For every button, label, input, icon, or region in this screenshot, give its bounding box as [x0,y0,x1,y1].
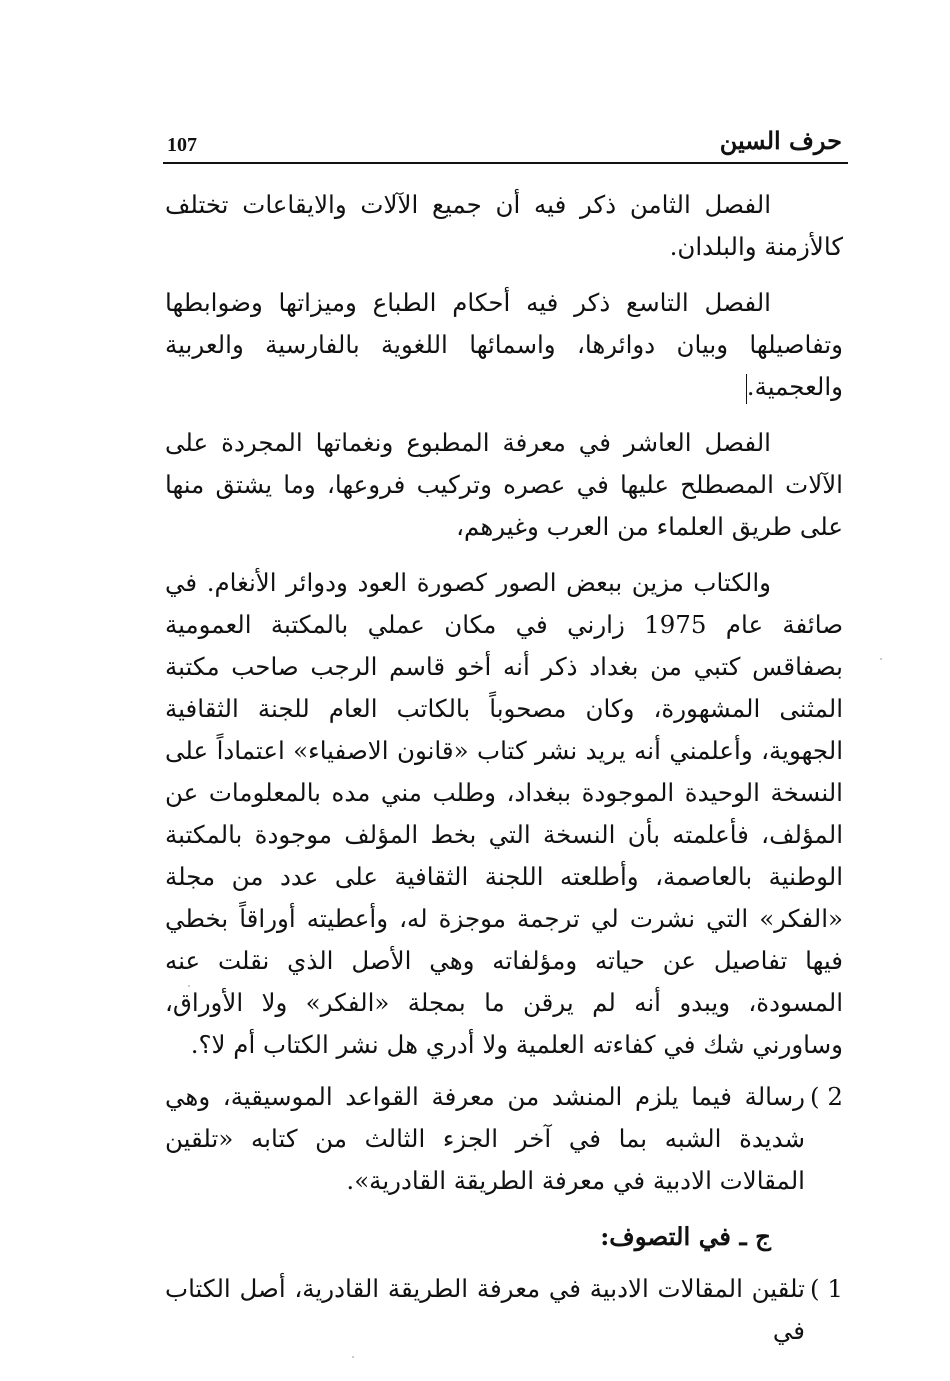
section-heading-sufism: ج ـ في التصوف: [600,1222,771,1251]
paragraph-chapter-9-text: الفصل التاسع ذكر فيه أحكام الطباع وميزاتها وضوابطها وتفاصيلها وبيان دوائرها، واسمائها اللغوية بالفارسية والعربية والعجمية. [165,288,843,401]
scan-speck [880,658,882,660]
list-item-number: 2 ) [810,1082,843,1111]
list-item-2 [165,1076,843,1202]
paragraph-chapter-8: الفصل الثامن ذكر فيه أن جميع الآلات والايقاعات تختلف كالأزمنة والبلدان. [165,190,843,261]
list-item-text: تلقين المقالات الادبية في معرفة الطريقة القادرية، أصل الكتاب في [165,1274,805,1345]
page-body [165,184,843,1366]
page-number: 107 [167,134,197,156]
page-header [163,122,848,164]
scan-speck [188,985,190,987]
list-item-1 [165,1268,843,1352]
scan-speck [352,1356,354,1358]
list-item-number: 1 ) [810,1274,843,1303]
running-title: حرف السين [719,126,842,155]
list-item-text: رسالة فيما يلزم المنشد من معرفة القواعد الموسيقية، وهي شديدة الشبه بما في آخر الجزء الثالث من كتابه «تلقين المقالات الادبية في معرفة الطريقة القادرية». [165,1082,805,1195]
paragraph-chapter-9 [165,282,843,408]
paragraph-chapter-10: الفصل العاشر في معرفة المطبوع ونغماتها المجردة على الآلات المصطلح عليها في عصره وتركيب فروعها، وما يشتق منها على طريق العلماء من العرب وغيرهم، [165,428,843,541]
paragraph-book-description: والكتاب مزين ببعض الصور كصورة العود ودوائر الأنغام. في صائفة عام 1975 زارني في مكان عملي بالمكتبة العمومية بصفاقس كتبي من بغداد ذكر أنه أخو قاسم الرجب صاحب مكتبة المثنى المشهورة، وكان مصحوباً بالكاتب العام للجنة الثقافية الجهوية، وأعلمني أنه يريد نشر كتاب «قانون الاصفياء» اعتماداً على النسخة الوحيدة الموجودة ببغداد، وطلب مني مده بالمعلومات عن المؤلف، فأعلمته بأن النسخة التي بخط المؤلف موجودة بالمكتبة الوطنية بالعاصمة، وأطلعته اللجنة الثقافية على عدد من مجلة «الفكر» التي نشرت لي ترجمة موجزة له، وأعطيته أوراقاً بخطي فيها تفاصيل عن حياته ومؤلفاته وهي الأصل الذي نقلت عنه المسودة، ويبدو أنه لم يرقن ما بمجلة «الفكر» ولا الأوراق، وساورني شك في كفاءته العلمية ولا أدري هل نشر الكتاب أم لا؟. [165,568,843,1059]
